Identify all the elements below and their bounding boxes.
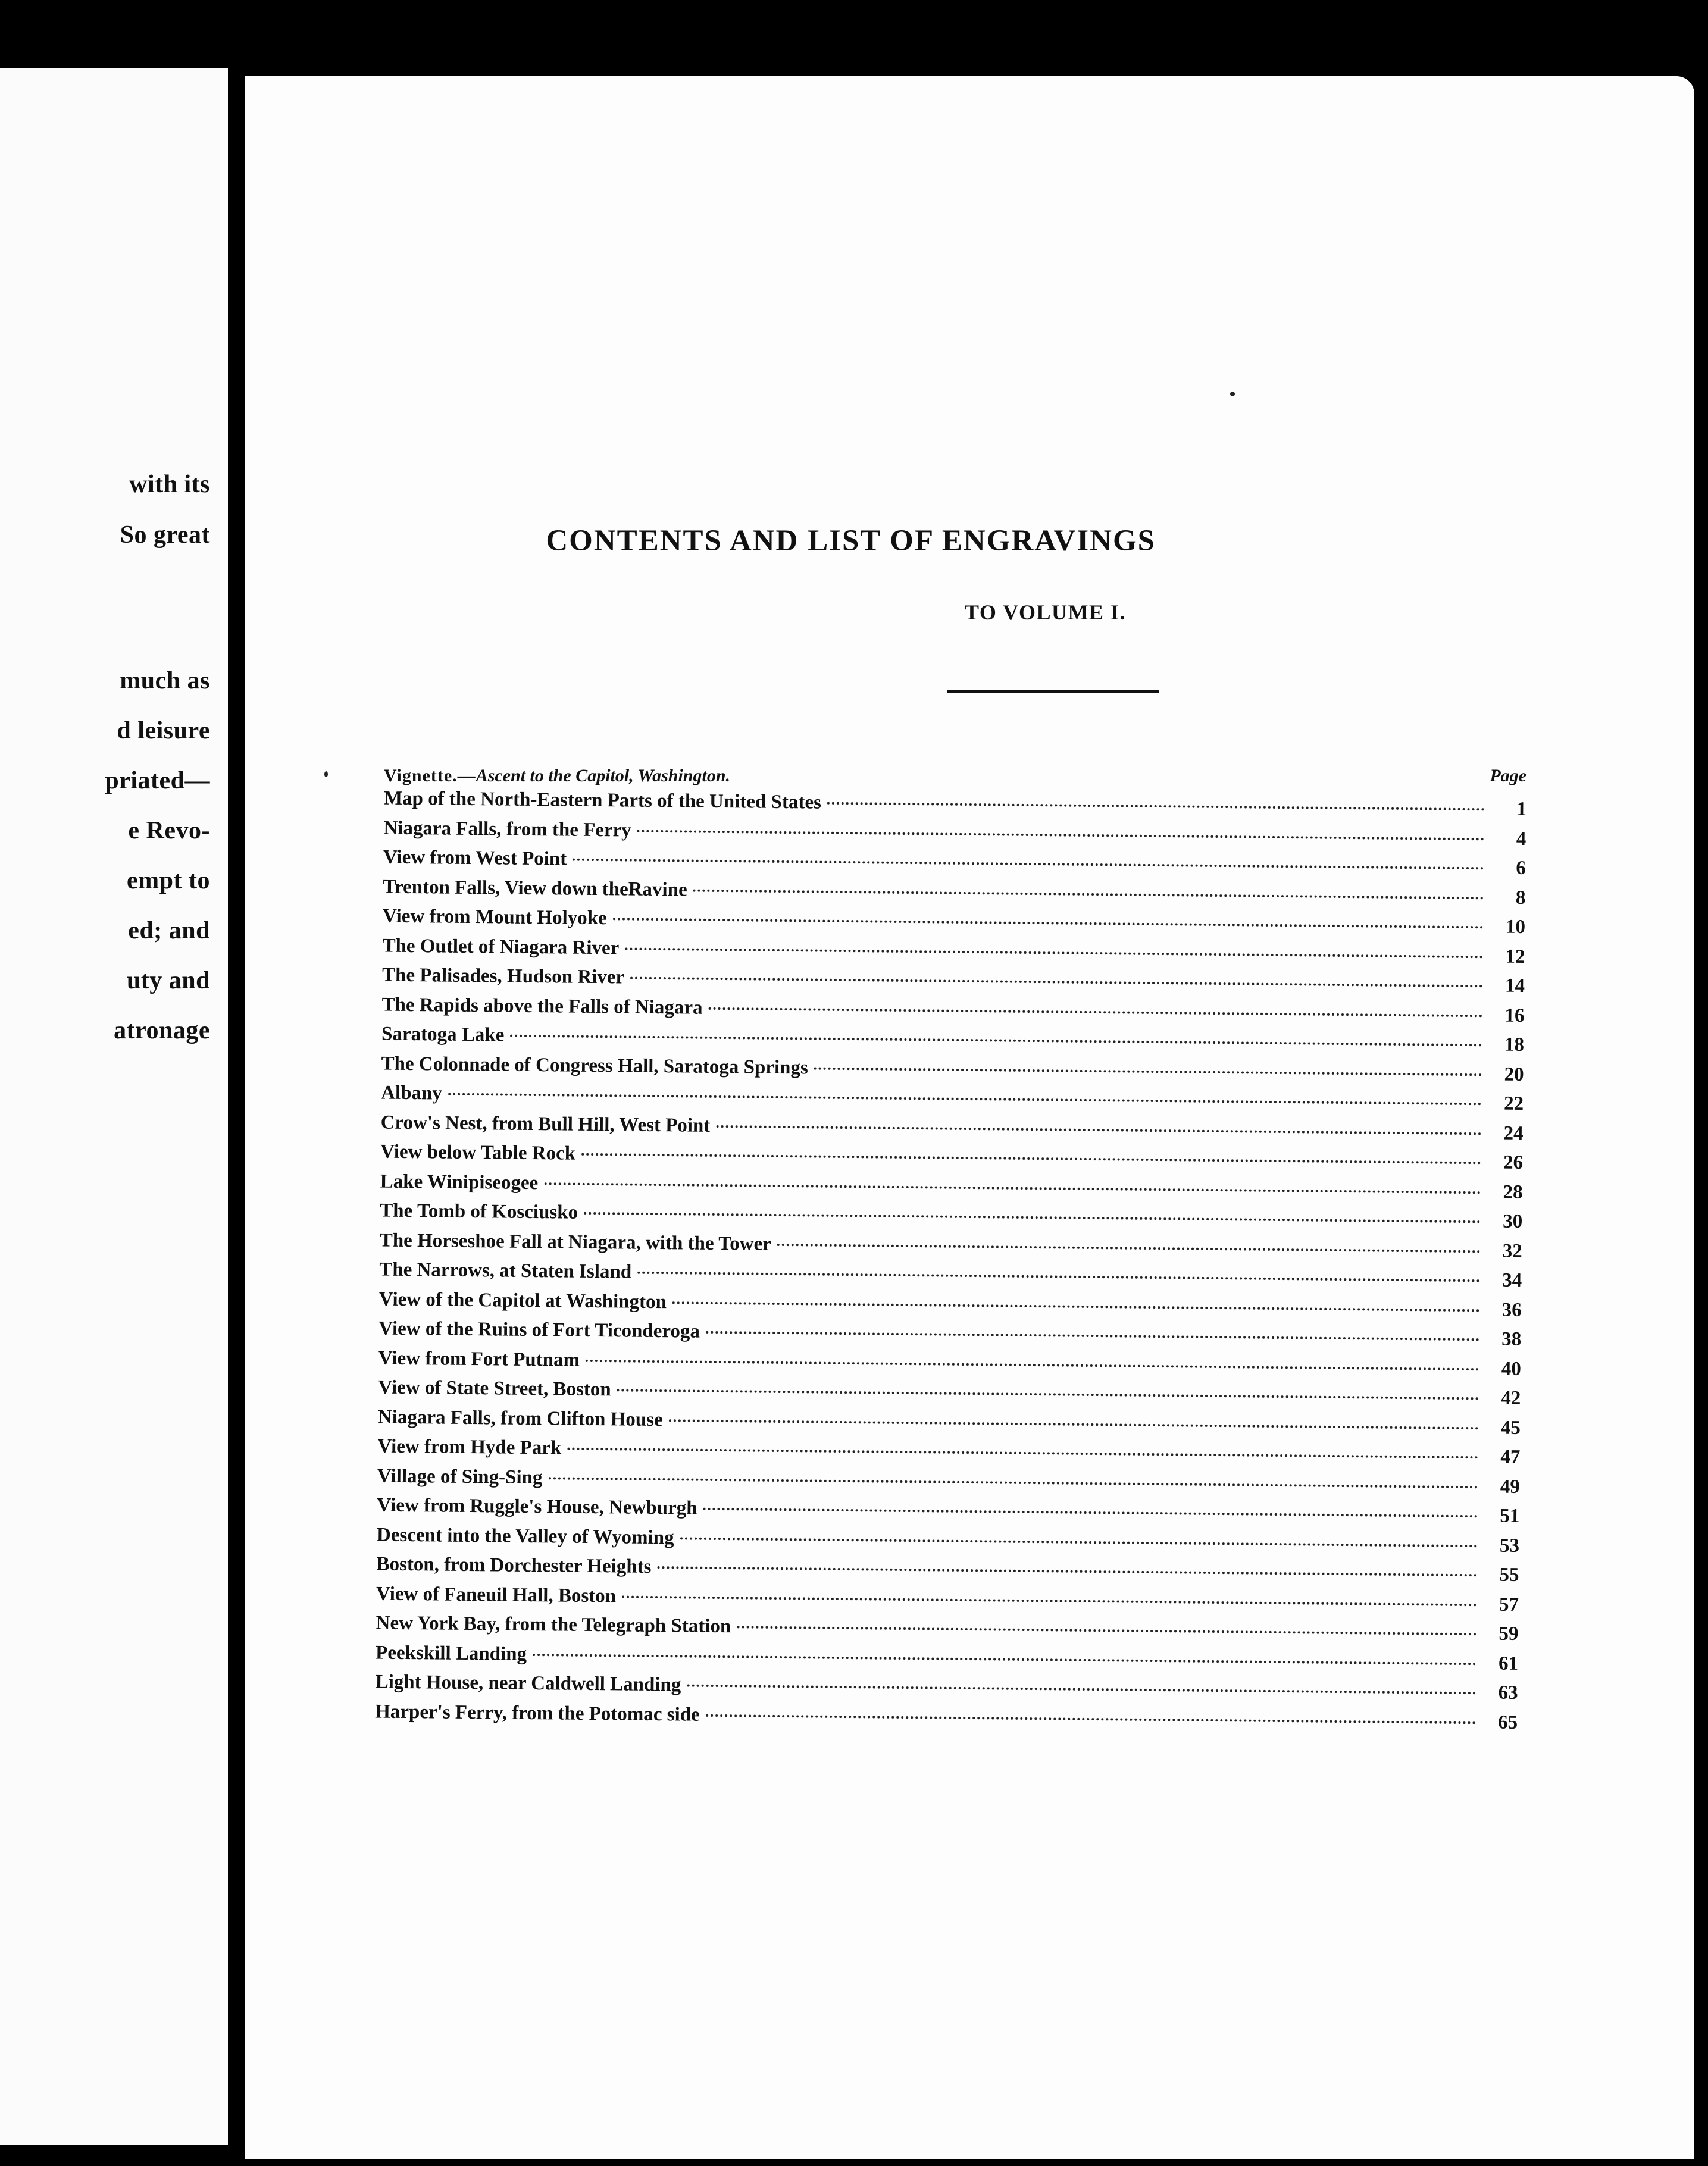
dot-leader bbox=[544, 1182, 1481, 1194]
toc-entry-title: View of State Street, Boston bbox=[378, 1376, 611, 1401]
toc-entry-title: Village of Sing-Sing bbox=[377, 1465, 543, 1488]
vignette-caption: Ascent to the Capitol, Washington. bbox=[476, 766, 731, 785]
toc-entry-title: The Colonnade of Congress Hall, Saratoga Springs bbox=[381, 1053, 809, 1078]
dot-leader bbox=[672, 1301, 1480, 1312]
dot-leader bbox=[584, 1212, 1481, 1223]
toc-entry-title: The Outlet of Niagara River bbox=[382, 935, 620, 959]
dot-leader bbox=[709, 1007, 1483, 1016]
toc-entry-page: 6 bbox=[1516, 857, 1526, 879]
toc-entry-title: Harper's Ferry, from the Potomac side bbox=[375, 1700, 700, 1726]
toc-entry-title: View from Ruggle's House, Newburgh bbox=[377, 1494, 697, 1519]
toc-entry-page: 28 bbox=[1503, 1181, 1523, 1203]
contents-list bbox=[375, 788, 1526, 1741]
toc-entry-page: 49 bbox=[1500, 1476, 1521, 1498]
toc-entry-title: Crow's Nest, from Bull Hill, West Point bbox=[380, 1112, 711, 1137]
toc-entry-page: 20 bbox=[1504, 1063, 1524, 1085]
dot-leader bbox=[716, 1125, 1481, 1134]
toc-entry-title: Lake Winipiseogee bbox=[380, 1170, 539, 1194]
page-column-heading: Page bbox=[1490, 766, 1526, 785]
toc-entry-page: 38 bbox=[1501, 1328, 1522, 1350]
dot-leader bbox=[617, 1389, 1479, 1400]
toc-entry-title: View of the Capitol at Washington bbox=[378, 1288, 667, 1313]
page-subtitle: TO VOLUME I. bbox=[964, 600, 1126, 624]
print-speck bbox=[324, 771, 328, 777]
dot-leader bbox=[567, 1448, 1478, 1459]
toc-entry-title: View from Hyde Park bbox=[377, 1435, 562, 1459]
dot-leader bbox=[827, 802, 1485, 811]
dot-leader bbox=[630, 977, 1483, 988]
toc-entry-page: 14 bbox=[1504, 975, 1525, 997]
toc-entry-page: 63 bbox=[1498, 1682, 1518, 1704]
toc-entry-title: Albany bbox=[380, 1082, 443, 1104]
left-page-line: atronage bbox=[114, 1017, 210, 1044]
toc-entry-title: View from Fort Putnam bbox=[378, 1347, 580, 1371]
toc-entry-page: 26 bbox=[1503, 1151, 1524, 1173]
toc-entry-page: 32 bbox=[1502, 1240, 1522, 1262]
dot-leader bbox=[703, 1508, 1478, 1517]
toc-entry-title: The Narrows, at Staten Island bbox=[379, 1259, 632, 1283]
toc-entry-title: Map of the North-Eastern Parts of the United States bbox=[383, 787, 822, 813]
toc-entry-title: Niagara Falls, from Clifton House bbox=[377, 1406, 663, 1431]
left-page-line: much as bbox=[120, 667, 210, 694]
toc-entry-title: Niagara Falls, from the Ferry bbox=[383, 817, 631, 841]
toc-entry-page: 45 bbox=[1500, 1417, 1521, 1439]
dot-leader bbox=[637, 1272, 1480, 1282]
toc-entry-title: Descent into the Valley of Wyoming bbox=[376, 1524, 674, 1548]
toc-entry-page: 42 bbox=[1501, 1387, 1521, 1409]
dot-leader bbox=[706, 1714, 1476, 1723]
toc-entry-title: Boston, from Dorchester Heights bbox=[376, 1553, 652, 1577]
toc-entry-title: View from Mount Holyoke bbox=[382, 905, 607, 929]
dot-leader bbox=[613, 918, 1484, 928]
toc-entry-page: 65 bbox=[1497, 1711, 1518, 1733]
toc-entry-page: 36 bbox=[1501, 1299, 1522, 1321]
toc-entry-title: Saratoga Lake bbox=[381, 1023, 505, 1046]
toc-entry-title: View of the Ruins of Fort Ticonderoga bbox=[378, 1317, 700, 1342]
left-page-line: empt to bbox=[127, 867, 210, 894]
toc-entry-page: 10 bbox=[1505, 916, 1526, 938]
dot-leader bbox=[814, 1067, 1482, 1076]
dot-leader bbox=[581, 1153, 1481, 1165]
dot-leader bbox=[693, 889, 1484, 899]
dot-leader bbox=[510, 1035, 1482, 1047]
left-page-line: priated— bbox=[105, 767, 210, 794]
title-rule bbox=[947, 690, 1159, 693]
toc-entry-page: 8 bbox=[1515, 887, 1526, 909]
left-facing-page bbox=[0, 68, 228, 2145]
toc-entry-page: 22 bbox=[1503, 1093, 1524, 1115]
dot-leader bbox=[625, 947, 1483, 958]
toc-entry-page: 47 bbox=[1500, 1446, 1521, 1468]
toc-entry-title: View from West Point bbox=[383, 846, 567, 870]
toc-entry-title: Light House, near Caldwell Landing bbox=[375, 1671, 681, 1696]
left-page-line: ed; and bbox=[128, 917, 210, 944]
toc-entry-title: View below Table Rock bbox=[380, 1141, 576, 1165]
dot-leader bbox=[548, 1477, 1478, 1488]
toc-entry-title: The Horseshoe Fall at Niagara, with the Tower bbox=[379, 1229, 772, 1255]
dot-leader bbox=[533, 1654, 1476, 1665]
toc-entry-page: 18 bbox=[1504, 1034, 1525, 1056]
toc-header bbox=[384, 766, 1526, 786]
dot-leader bbox=[573, 859, 1484, 870]
left-page-line: with its bbox=[129, 471, 210, 498]
dot-leader bbox=[669, 1419, 1479, 1429]
toc-entry-title: View of Faneuil Hall, Boston bbox=[376, 1583, 617, 1607]
left-page-line: So great bbox=[120, 521, 210, 549]
toc-entry-page: 51 bbox=[1500, 1505, 1520, 1527]
dot-leader bbox=[737, 1626, 1476, 1635]
toc-entry-page: 1 bbox=[1516, 798, 1526, 820]
toc-entry-page: 30 bbox=[1503, 1210, 1523, 1232]
dot-leader bbox=[657, 1566, 1477, 1576]
toc-entry-page: 34 bbox=[1502, 1269, 1522, 1291]
page-title: CONTENTS AND LIST OF ENGRAVINGS bbox=[546, 524, 1156, 558]
toc-entry-page: 24 bbox=[1503, 1122, 1524, 1144]
dot-leader bbox=[680, 1537, 1478, 1547]
toc-entry-title: Peekskill Landing bbox=[375, 1642, 527, 1665]
left-page-line: uty and bbox=[126, 967, 210, 994]
vignette-label: Vignette.— bbox=[384, 766, 476, 785]
contents-page bbox=[245, 76, 1694, 2159]
toc-entry-title: Trenton Falls, View down theRavine bbox=[383, 876, 687, 900]
dot-leader bbox=[777, 1243, 1481, 1252]
toc-entry-title: The Palisades, Hudson River bbox=[381, 964, 625, 988]
dot-leader bbox=[622, 1595, 1477, 1606]
toc-entry-title: The Rapids above the Falls of Niagara bbox=[381, 994, 703, 1019]
toc-entry-page: 16 bbox=[1504, 1004, 1525, 1026]
left-page-line: e Revo- bbox=[128, 817, 210, 844]
toc-entry-page: 57 bbox=[1499, 1594, 1519, 1616]
dot-leader bbox=[706, 1331, 1479, 1341]
toc-entry-page: 53 bbox=[1499, 1535, 1520, 1557]
dot-leader bbox=[586, 1359, 1479, 1370]
dot-leader bbox=[448, 1093, 1482, 1106]
toc-entry-title: The Tomb of Kosciusko bbox=[380, 1200, 578, 1223]
dot-leader bbox=[637, 830, 1485, 840]
left-page-line: d leisure bbox=[117, 717, 210, 744]
toc-entry-page: 4 bbox=[1516, 828, 1526, 850]
dot-leader bbox=[687, 1685, 1476, 1695]
toc-entry-page: 12 bbox=[1505, 946, 1525, 968]
print-speck bbox=[1230, 392, 1235, 396]
toc-entry-page: 59 bbox=[1499, 1623, 1519, 1645]
toc-entry-page: 40 bbox=[1501, 1358, 1521, 1380]
toc-entry-title: New York Bay, from the Telegraph Station bbox=[376, 1612, 731, 1638]
toc-entry-page: 61 bbox=[1498, 1652, 1519, 1674]
toc-entry-page: 55 bbox=[1499, 1564, 1519, 1586]
